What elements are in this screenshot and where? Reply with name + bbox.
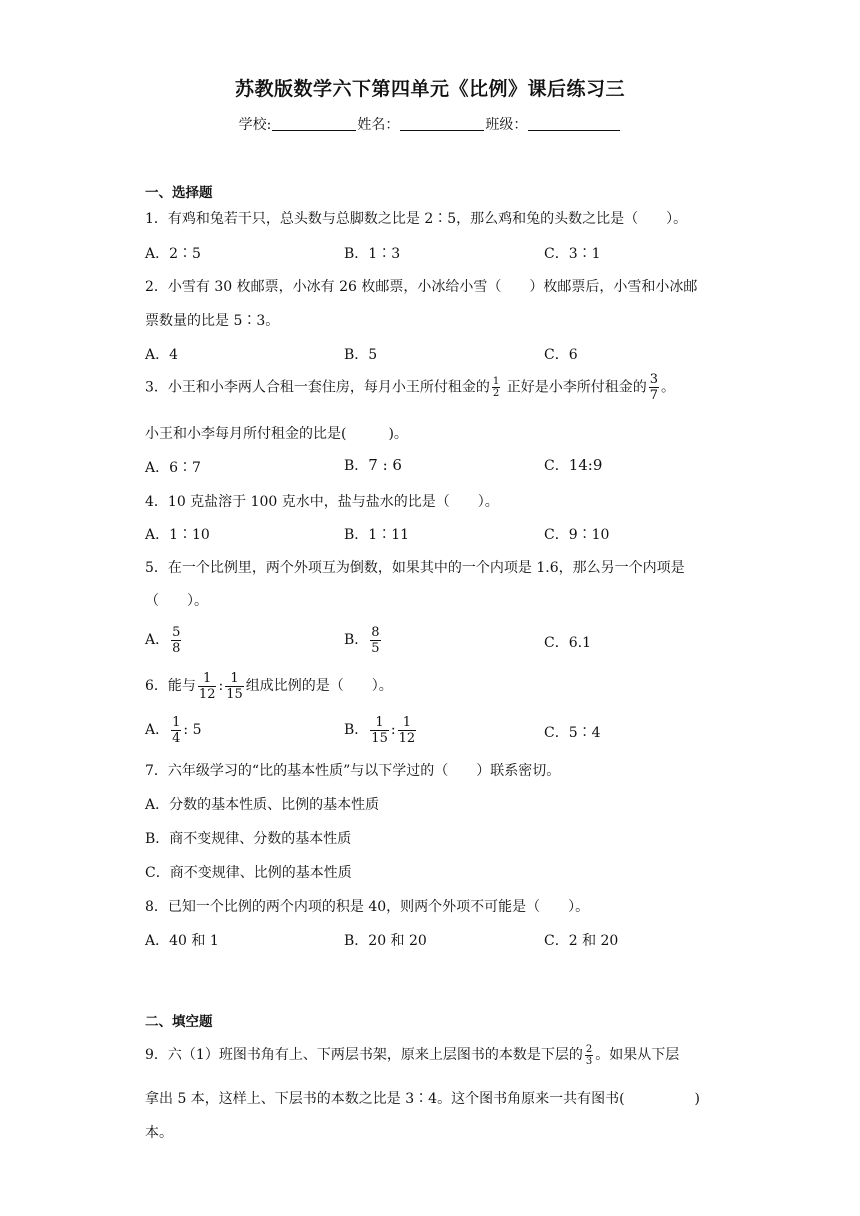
q6-option-a[interactable]: A． $\frac{1}{4}$ : 5 [145, 714, 202, 746]
question-3-line-2: 小王和小李每月所付租金的比是( )。 [145, 426, 408, 442]
question-7: 7．六年级学习的“比的基本性质”与以下学过的（ ）联系密切。 [145, 763, 561, 779]
q2-option-a[interactable]: A．4 [145, 347, 179, 363]
section-choice-title: 一、选择题 [145, 185, 213, 201]
q1-option-a[interactable]: A．2∶5 [145, 246, 201, 262]
school-label: 学校: [238, 117, 272, 133]
q2-option-b[interactable]: B．5 [344, 347, 378, 363]
name-blank[interactable] [400, 115, 484, 131]
q6-option-b[interactable]: B． $\frac{1}{15}$ : $\frac{1}{12}$ [344, 714, 416, 746]
q8-option-b[interactable]: B．20 和 20 [344, 933, 427, 949]
question-9-line-3: 本。 [145, 1125, 173, 1141]
question-1: 1．有鸡和兔若干只，总头数与总脚数之比是 2∶5，那么鸡和兔的头数之比是（ ）。 [145, 211, 688, 227]
question-3-line-1 [145, 372, 675, 403]
question-4: 4．10 克盐溶于 100 克水中，盐与盐水的比是（ ）。 [145, 494, 499, 510]
q5-option-a[interactable]: A． $\frac{5}{8}$ [145, 624, 181, 656]
q3-text-post: 。 [661, 379, 676, 396]
q7-option-c[interactable]: C．商不变规律、比例的基本性质 [145, 865, 352, 881]
question-8: 8．已知一个比例的两个内项的积是 40，则两个外项不可能是（ ）。 [145, 899, 590, 915]
q3-text-pre: 3．小王和小李两人合租一套住房，每月小王所付租金的 [145, 379, 490, 396]
question-2-line-2: 票数量的比是 5∶3。 [145, 313, 280, 329]
question-5-line-2: （ ）。 [145, 593, 208, 609]
class-label: 班级： [485, 117, 528, 133]
page-title: 苏教版数学六下第四单元《比例》课后练习三 [234, 78, 625, 100]
question-5-line-1: 5．在一个比例里，两个外项互为倒数，如果其中的一个内项是 1.6，那么另一个内项是 [145, 560, 685, 576]
q5-option-b-fraction: $\frac{8}{5}$ [371, 624, 380, 656]
school-blank[interactable] [272, 115, 356, 131]
q3-option-b[interactable]: B．7 : 6 [344, 456, 402, 474]
question-2-line-1: 2．小雪有 30 枚邮票，小冰有 26 枚邮票，小冰给小雪（ ）枚邮票后，小雪和小冰邮 [145, 279, 698, 295]
q2-option-c[interactable]: C．6 [544, 347, 578, 363]
q3-fraction-1: $\frac{1}{2}$ [492, 376, 500, 399]
q3-option-c[interactable]: C．14:9 [544, 456, 603, 474]
q7-option-b[interactable]: B．商不变规律、分数的基本性质 [145, 831, 352, 847]
name-label: 姓名： [357, 117, 400, 133]
q3-text-mid: 正好是小李所付租金的 [506, 379, 647, 396]
section-fill-title: 二、填空题 [145, 1014, 213, 1030]
q8-option-c[interactable]: C．2 和 20 [544, 933, 619, 949]
question-9-line-2: 拿出 5 本，这样上、下层书的本数之比是 3∶4。这个图书角原来一共有图书( ) [145, 1091, 700, 1107]
question-9-line-1: 9．六（1）班图书角有上、下两层书架，原来上层图书的本数是下层的 $\frac{2}{3}$ 。如果从下层 [145, 1043, 680, 1067]
q4-option-b[interactable]: B．1∶11 [344, 527, 410, 543]
q3-fraction-2: $\frac{3}{7}$ [649, 372, 659, 403]
q6-fraction-1: $\frac{1}{12}$ [198, 670, 216, 702]
q8-option-a[interactable]: A．40 和 1 [145, 933, 219, 949]
question-6: 6．能与 $\frac{1}{12}$ : $\frac{1}{15}$ 组成比例的是（ ）。 [145, 670, 393, 702]
q1-option-c[interactable]: C．3∶1 [544, 246, 601, 262]
q5-option-a-fraction: $\frac{5}{8}$ [172, 624, 181, 656]
q4-option-a[interactable]: A．1∶10 [145, 527, 210, 543]
q5-option-b[interactable]: B． $\frac{8}{5}$ [344, 624, 380, 656]
q4-option-c[interactable]: C．9∶10 [544, 527, 610, 543]
class-blank[interactable] [528, 115, 620, 131]
q9-fraction: $\frac{2}{3}$ [585, 1043, 593, 1067]
student-info [0, 114, 860, 134]
q6-option-c[interactable]: C．5∶4 [544, 725, 601, 741]
q5-option-c[interactable]: C．6.1 [544, 635, 591, 651]
q3-option-a[interactable]: A．6∶7 [145, 460, 201, 476]
q6-fraction-2: $\frac{1}{15}$ [226, 670, 243, 702]
q1-option-b[interactable]: B．1∶3 [344, 246, 401, 262]
q7-option-a[interactable]: A．分数的基本性质、比例的基本性质 [145, 797, 380, 813]
